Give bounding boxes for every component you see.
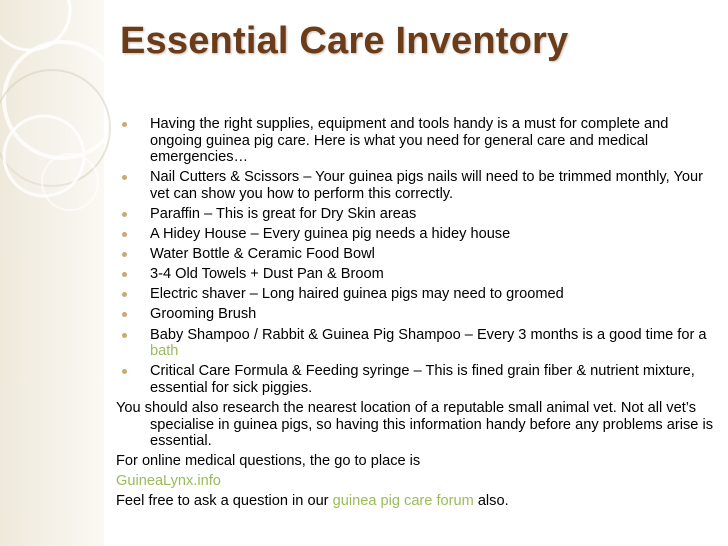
list-item [116,246,716,263]
list-item-text: Water Bottle & Ceramic Food Bowl [150,246,375,263]
forum-paragraph [116,493,716,510]
list-item [116,206,716,223]
list-item [116,226,716,243]
list-item [116,116,716,166]
bullet-icon [122,292,127,297]
slide-body [116,116,716,513]
guinealynx-paragraph [116,473,716,490]
list-item-text: 3-4 Old Towels + Dust Pan & Broom [150,266,384,283]
list-item-text: Nail Cutters & Scissors – Your guinea pigs nails will need to be trimmed monthly, Your vet can show you how to perform this correctly. [150,169,703,202]
bullet-icon [122,333,127,338]
list-item [116,266,716,283]
forum-text-before: Feel free to ask a question in our [116,493,333,510]
bullet-icon [122,212,127,217]
vet-paragraph: You should also research the nearest location of a reputable small animal vet. Not all vet’s specialise in guinea pigs, so having this information handy before any problems arise is essential. [116,399,713,450]
list-item [116,306,716,323]
bullet-icon [122,175,127,180]
list-item [116,363,716,396]
bullet-icon [122,122,127,127]
bullet-icon [122,252,127,257]
list-item-text: Grooming Brush [150,306,257,323]
list-item [116,169,716,202]
list-item-text: A Hidey House – Every guinea pig needs a hidey house [150,226,511,243]
forum-link[interactable]: guinea pig care forum [332,493,474,510]
guinealynx-link[interactable]: GuineaLynx.info [116,473,221,490]
bullet-icon [122,312,127,317]
list-item-text: Paraffin – This is great for Dry Skin areas [150,205,417,222]
list-item-text: Critical Care Formula & Feeding syringe – This is fined grain fiber & nutrient mixture, essential for sick piggies. [150,363,695,396]
bullet-icon [122,272,127,277]
bullet-list [116,116,716,396]
list-item [116,327,716,360]
list-item [116,286,716,303]
bath-link[interactable]: bath [150,343,179,360]
forum-text-after: also. [473,493,509,510]
list-item-text: Electric shaver – Long haired guinea pigs may need to groomed [150,286,564,303]
list-item-text: Baby Shampoo / Rabbit & Guinea Pig Shampoo – Every 3 months is a good time for a [150,326,707,343]
bullet-icon [122,232,127,237]
online-questions-paragraph: For online medical questions, the go to place is [116,453,421,470]
list-item-text: Having the right supplies, equipment and tools handy is a must for complete and ongoing guinea pig care. Here is what you need for general care and medical emergencies… [150,116,669,166]
slide-title: Essential Care Inventory [120,20,569,62]
bullet-icon [122,369,127,374]
